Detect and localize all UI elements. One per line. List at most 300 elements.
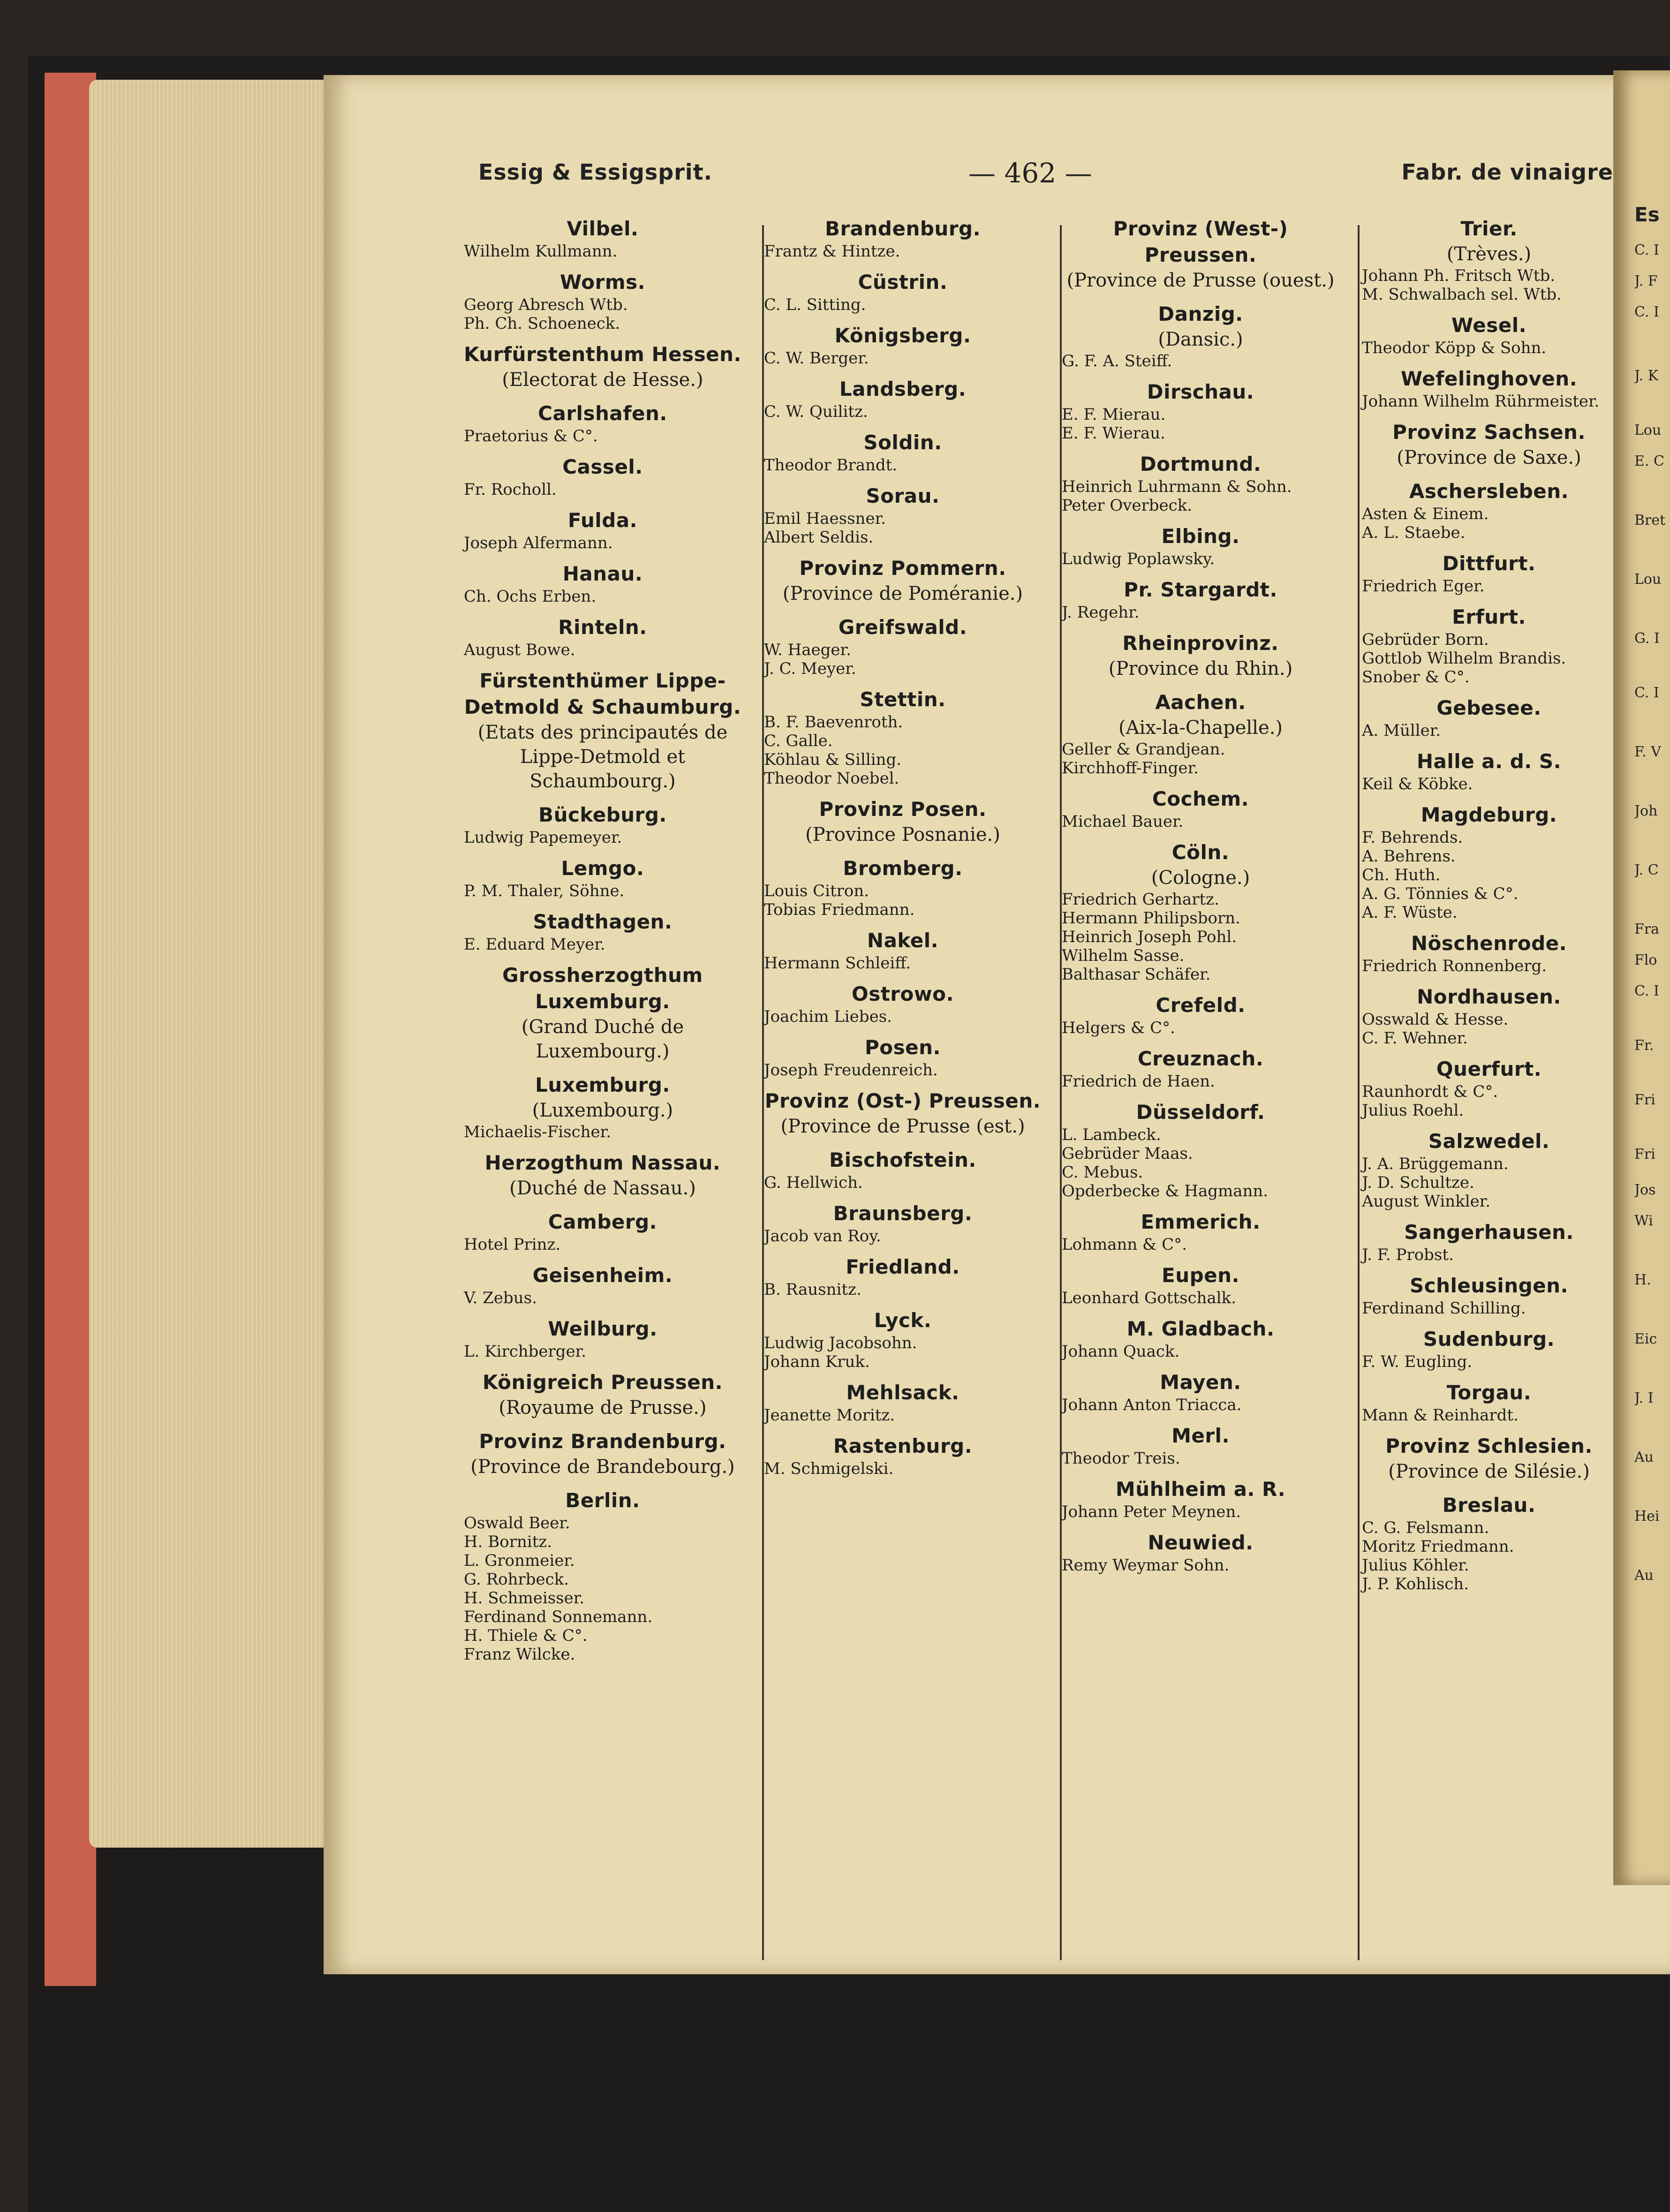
directory-section: [757, 1307, 1048, 1371]
section-heading: Provinz Schlesien.: [1385, 1434, 1593, 1457]
directory-section: [457, 668, 748, 793]
section-heading: Berlin.: [565, 1489, 640, 1512]
business-entry: Johann Wilhelm Rührmeister.: [1362, 392, 1600, 411]
directory-section: [1355, 984, 1623, 1048]
business-entry: Frantz & Hintze.: [764, 242, 900, 261]
section-subheading: (Province de Poméranie.): [782, 583, 1023, 604]
section-heading: Provinz Brandenburg.: [479, 1430, 726, 1453]
directory-section: [1355, 748, 1623, 793]
business-entry: J. F. Probst.: [1362, 1246, 1454, 1264]
directory-section: [1355, 604, 1623, 687]
business-entry: Leonhard Gottschalk.: [1062, 1289, 1236, 1307]
business-entry: Michael Bauer.: [1062, 812, 1184, 831]
section-heading: Neuwied.: [1148, 1531, 1254, 1554]
section-heading: Breslau.: [1442, 1494, 1536, 1517]
business-entry: A. L. Staebe.: [1362, 523, 1466, 542]
section-heading: Landsberg.: [839, 377, 967, 400]
directory-section: [457, 1369, 748, 1420]
directory-section: [757, 1380, 1048, 1425]
business-entry: Keil & Köbke.: [1362, 775, 1473, 793]
directory-section: [1055, 689, 1346, 778]
directory-section: [457, 1209, 748, 1254]
business-entry: A. G. Tönnies & C°.: [1362, 884, 1519, 903]
business-entry: Helgers & C°.: [1062, 1019, 1175, 1037]
business-entry: V. Zebus.: [464, 1289, 537, 1307]
directory-section: [757, 555, 1048, 606]
section-heading: Provinz Pommern.: [799, 557, 1006, 580]
section-heading: Wesel.: [1451, 314, 1527, 337]
section-heading: Schleusingen.: [1409, 1274, 1569, 1297]
business-entry: Franz Wilcke.: [464, 1645, 575, 1664]
section-heading: Crefeld.: [1156, 994, 1246, 1017]
section-heading: Braunsberg.: [833, 1202, 973, 1225]
business-entry: Johann Peter Meynen.: [1062, 1502, 1241, 1521]
section-heading: Bischofstein.: [829, 1148, 976, 1171]
business-entry: Fr. Rocholl.: [464, 480, 557, 499]
section-heading: Emmerich.: [1141, 1210, 1261, 1233]
directory-section: [1055, 1530, 1346, 1575]
section-heading: Provinz Posen.: [819, 798, 987, 821]
directory-section: [1355, 695, 1623, 740]
section-subheading: (Province Posnanie.): [805, 824, 1000, 846]
directory-section: [757, 687, 1048, 788]
next-page-fragment: C. I: [1634, 685, 1659, 701]
next-page-fragment: Wi: [1634, 1213, 1653, 1229]
directory-section: [757, 855, 1048, 919]
directory-section: [757, 323, 1048, 368]
directory-section: [757, 614, 1048, 678]
business-entry: Gebrüder Maas.: [1062, 1144, 1193, 1163]
section-subheading: (Province de Brandebourg.): [470, 1456, 735, 1478]
section-heading: Grossherzogthum Luxemburg.: [502, 964, 703, 1013]
directory-section: [1055, 1046, 1346, 1091]
business-entry: Snober & C°.: [1362, 668, 1470, 687]
section-heading: Soldin.: [863, 431, 942, 454]
business-entry: August Bowe.: [464, 641, 575, 659]
section-heading: Greifswald.: [838, 616, 967, 639]
business-entry: E. F. Wierau.: [1062, 424, 1165, 443]
next-page-fragment: Lou: [1634, 571, 1662, 588]
next-page-fragment: Fr.: [1634, 1037, 1654, 1054]
next-page-fragment: Au: [1634, 1449, 1654, 1465]
section-heading: Aschersleben.: [1409, 480, 1569, 503]
business-entry: A. Müller.: [1362, 721, 1441, 740]
section-heading: Cöln.: [1171, 841, 1230, 864]
business-entry: A. Behrens.: [1362, 847, 1456, 866]
directory-section: [457, 614, 748, 659]
section-subheading: (Province de Prusse (ouest.): [1066, 270, 1335, 291]
business-entry: L. Kirchberger.: [464, 1342, 587, 1361]
section-heading: Merl.: [1171, 1424, 1230, 1447]
directory-section: [757, 376, 1048, 421]
business-entry: Theodor Brandt.: [764, 456, 898, 475]
business-entry: G. Rohrbeck.: [464, 1570, 569, 1589]
business-entry: Moritz Friedmann.: [1362, 1537, 1514, 1556]
directory-section: [757, 1147, 1048, 1192]
directory-section: [457, 1150, 748, 1200]
directory-section: [1055, 1099, 1346, 1200]
section-heading: Nakel.: [867, 929, 939, 952]
business-entry: Remy Weymar Sohn.: [1062, 1556, 1230, 1575]
section-heading: Posen.: [865, 1036, 941, 1059]
next-page-fragment: J. F: [1634, 273, 1658, 289]
directory-section: [1355, 1380, 1623, 1425]
section-heading: Creuznach.: [1137, 1047, 1264, 1070]
section-heading: Mayen.: [1160, 1371, 1241, 1394]
business-entry: Asten & Einem.: [1362, 505, 1489, 523]
business-entry: Julius Köhler.: [1362, 1556, 1469, 1575]
business-entry: M. Schwalbach sel. Wtb.: [1362, 285, 1562, 304]
business-entry: Friedrich Ronnenberg.: [1362, 957, 1547, 975]
business-entry: Louis Citron.: [764, 882, 869, 900]
business-entry: F. W. Eugling.: [1362, 1352, 1473, 1371]
column-2: [757, 216, 1048, 1965]
business-entry: Theodor Noebel.: [764, 769, 899, 788]
business-entry: Ferdinand Schilling.: [1362, 1299, 1526, 1318]
directory-section: [457, 855, 748, 900]
directory-section: [1355, 1273, 1623, 1318]
business-entry: Friedrich Eger.: [1362, 577, 1485, 596]
directory-section: [457, 341, 748, 392]
directory-section: [457, 1487, 748, 1664]
business-entry: Julius Roehl.: [1362, 1101, 1464, 1120]
business-entry: Heinrich Joseph Pohl.: [1062, 928, 1237, 946]
business-entry: Raunhordt & C°.: [1362, 1082, 1498, 1101]
directory-section: [1055, 1316, 1346, 1361]
directory-section: [757, 1433, 1048, 1478]
directory-section: [1355, 1492, 1623, 1593]
section-heading: Provinz (Ost-) Preussen.: [764, 1089, 1041, 1112]
header-right: Fabr. de vinaigre: [1401, 159, 1613, 185]
section-subheading: (Grand Duché de Luxembourg.): [521, 1016, 684, 1062]
section-heading: Dirschau.: [1147, 380, 1254, 403]
business-entry: Michaelis-Fischer.: [464, 1123, 612, 1141]
page-number: — 462 —: [968, 157, 1092, 189]
section-heading: Rastenburg.: [833, 1434, 973, 1457]
directory-section: [1355, 366, 1623, 411]
section-heading: Königsberg.: [834, 324, 971, 347]
business-entry: Friedrich Gerhartz.: [1062, 890, 1219, 909]
business-entry: Joseph Alfermann.: [464, 534, 613, 552]
directory-section: [1355, 1128, 1623, 1211]
directory-section: [757, 483, 1048, 547]
directory-section: [1055, 839, 1346, 984]
next-page-fragment: C. I: [1634, 242, 1659, 258]
business-entry: J. Regehr.: [1062, 603, 1140, 622]
business-entry: C. Mebus.: [1062, 1163, 1143, 1182]
directory-section: [457, 1072, 748, 1141]
business-entry: Emil Haessner.: [764, 509, 886, 528]
directory-section: [1355, 419, 1623, 470]
section-heading: Erfurt.: [1452, 605, 1526, 628]
business-entry: Ludwig Papemeyer.: [464, 828, 622, 847]
business-entry: Johann Quack.: [1062, 1342, 1180, 1361]
directory-section: [1055, 1476, 1346, 1521]
directory-section: [757, 269, 1048, 314]
business-entry: Lohmann & C°.: [1062, 1235, 1187, 1254]
section-heading: Pr. Stargardt.: [1124, 578, 1277, 601]
next-page-fragment: Eic: [1634, 1331, 1657, 1347]
section-heading: Weilburg.: [548, 1317, 657, 1340]
business-entry: Ludwig Jacobsohn.: [764, 1334, 917, 1352]
section-subheading: (Royaume de Prusse.): [499, 1397, 707, 1419]
section-subheading: (Province de Saxe.): [1397, 447, 1581, 468]
business-entry: Ph. Ch. Schoeneck.: [464, 314, 620, 333]
next-page-fragment: J. I: [1634, 1390, 1654, 1406]
section-subheading: (Electorat de Hesse.): [502, 369, 703, 391]
directory-section: [457, 400, 748, 445]
section-heading: Hanau.: [562, 562, 643, 585]
section-heading: Provinz (West-) Preussen.: [1113, 217, 1288, 266]
business-entry: F. Behrends.: [1362, 828, 1463, 847]
section-heading: Mehlsack.: [846, 1381, 960, 1404]
section-heading: Lyck.: [874, 1309, 932, 1332]
business-entry: Joachim Liebes.: [764, 1007, 892, 1026]
section-heading: Magdeburg.: [1421, 803, 1557, 826]
next-page-fragment: Au: [1634, 1567, 1654, 1584]
directory-section: [457, 1262, 748, 1307]
directory-section: [457, 1316, 748, 1361]
section-heading: Torgau.: [1446, 1381, 1532, 1404]
section-heading: Bückeburg.: [538, 803, 667, 826]
directory-section: [1055, 577, 1346, 622]
business-entry: J. P. Kohlisch.: [1362, 1575, 1469, 1593]
directory-section: [1055, 216, 1346, 293]
next-page-fragment: G. I: [1634, 630, 1660, 647]
directory-section: [1055, 379, 1346, 443]
directory-section: [457, 1428, 748, 1479]
business-entry: C. W. Quilitz.: [764, 402, 868, 421]
section-subheading: (Province de Silésie.): [1388, 1461, 1590, 1482]
section-heading: Carlshafen.: [538, 402, 667, 425]
section-subheading: (Dansic.): [1158, 329, 1243, 350]
business-entry: Johann Kruk.: [764, 1352, 870, 1371]
business-entry: Köhlau & Silling.: [764, 750, 902, 769]
business-entry: C. Galle.: [764, 732, 833, 750]
section-heading: Danzig.: [1158, 302, 1243, 325]
section-heading: Stadthagen.: [533, 910, 673, 933]
directory-section: [1355, 1056, 1623, 1120]
section-heading: Düsseldorf.: [1136, 1101, 1265, 1124]
directory-section: [1355, 802, 1623, 922]
section-heading: Wefelinghoven.: [1400, 367, 1578, 390]
section-heading: Stettin.: [860, 688, 946, 711]
directory-section: [1355, 216, 1623, 304]
section-heading: Herzogthum Nassau.: [484, 1151, 721, 1174]
section-heading: Nöschenrode.: [1411, 932, 1567, 955]
business-entry: Albert Seldis.: [764, 528, 874, 547]
directory-section: [1055, 523, 1346, 568]
directory-section: [1355, 1433, 1623, 1484]
business-entry: Ch. Ochs Erben.: [464, 587, 597, 606]
next-page-fragment: Flo: [1634, 952, 1657, 968]
business-entry: C. F. Wehner.: [1362, 1029, 1468, 1048]
section-heading: Sorau.: [866, 484, 940, 507]
business-entry: H. Schmeisser.: [464, 1589, 585, 1608]
business-entry: M. Schmigelski.: [764, 1459, 894, 1478]
next-page-fragment: E. C: [1634, 453, 1664, 469]
next-page-fragment: J. K: [1634, 368, 1659, 384]
next-page-fragment: Fri: [1634, 1146, 1655, 1163]
business-entry: Wilhelm Kullmann.: [464, 242, 618, 261]
next-page-fragment: Hei: [1634, 1508, 1660, 1525]
section-heading: Nordhausen.: [1417, 985, 1561, 1008]
business-entry: Hermann Philipsborn.: [1062, 909, 1240, 928]
next-page-fragment: C. I: [1634, 304, 1659, 320]
header-left: Essig & Essigsprit.: [478, 159, 713, 185]
business-entry: J. A. Brüggemann.: [1362, 1155, 1509, 1173]
section-heading: Mühlheim a. R.: [1115, 1478, 1286, 1501]
section-heading: Kurfürstenthum Hessen.: [463, 343, 741, 366]
section-heading: Aachen.: [1155, 691, 1246, 714]
business-entry: B. F. Baevenroth.: [764, 713, 903, 732]
business-entry: Peter Overbeck.: [1062, 496, 1193, 515]
section-subheading: (Etats des principautés de Lippe-Detmold et Schaumbourg.): [477, 722, 728, 792]
section-heading: Halle a. d. S.: [1416, 750, 1562, 773]
section-heading: Provinz Sachsen.: [1392, 421, 1586, 444]
directory-section: [457, 909, 748, 954]
directory-section: [457, 216, 748, 261]
business-entry: Hermann Schleiff.: [764, 954, 911, 973]
section-heading: Königreich Preussen.: [482, 1371, 723, 1394]
directory-section: [457, 454, 748, 499]
section-subheading: (Cologne.): [1151, 867, 1250, 889]
business-entry: C. G. Felsmann.: [1362, 1518, 1489, 1537]
business-entry: C. W. Berger.: [764, 349, 869, 368]
directory-section: [757, 1200, 1048, 1246]
business-entry: Jeanette Moritz.: [764, 1406, 895, 1425]
section-heading: Vilbel.: [567, 217, 639, 240]
directory-section: [457, 507, 748, 552]
business-entry: H. Bornitz.: [464, 1533, 552, 1551]
business-entry: Tobias Friedmann.: [764, 900, 915, 919]
business-entry: Gebrüder Born.: [1362, 630, 1489, 649]
directory-section: [1355, 1219, 1623, 1264]
section-heading: Cassel.: [562, 455, 643, 478]
directory-section: [757, 981, 1048, 1026]
business-entry: A. F. Wüste.: [1362, 903, 1458, 922]
business-entry: Hotel Prinz.: [464, 1235, 561, 1254]
business-entry: Ferdinand Sonnemann.: [464, 1608, 653, 1626]
business-entry: Geller & Grandjean.: [1062, 740, 1225, 759]
business-entry: Ludwig Poplawsky.: [1062, 550, 1215, 568]
column-3: [1055, 216, 1346, 1965]
directory-section: [757, 1254, 1048, 1299]
next-page-fragment: Fri: [1634, 1092, 1655, 1108]
business-entry: H. Thiele & C°.: [464, 1626, 588, 1645]
business-entry: Heinrich Luhrmann & Sohn.: [1062, 477, 1292, 496]
business-entry: Ch. Huth.: [1362, 866, 1441, 884]
business-entry: Theodor Treis.: [1062, 1449, 1180, 1468]
business-entry: Balthasar Schäfer.: [1062, 965, 1211, 984]
directory-section: [1055, 1262, 1346, 1307]
section-subheading: (Aix-la-Chapelle.): [1118, 717, 1283, 739]
section-heading: M. Gladbach.: [1126, 1317, 1275, 1340]
business-entry: Theodor Köpp & Sohn.: [1362, 339, 1547, 357]
business-entry: E. Eduard Meyer.: [464, 935, 605, 954]
next-page-fragment: J. C: [1634, 862, 1659, 878]
business-entry: Johann Ph. Fritsch Wtb.: [1362, 266, 1556, 285]
section-heading: Salzwedel.: [1428, 1130, 1550, 1153]
directory-section: [1055, 1369, 1346, 1414]
directory-section: [1355, 1326, 1623, 1371]
section-heading: Friedland.: [846, 1255, 960, 1278]
directory-section: [457, 561, 748, 606]
business-entry: G. Hellwich.: [764, 1173, 863, 1192]
section-heading: Fürstenthümer Lippe-Detmold & Schaumburg.: [464, 669, 741, 718]
business-entry: Oswald Beer.: [464, 1514, 570, 1533]
next-page-fragment: Es: [1634, 203, 1660, 226]
next-page-fragment: Lou: [1634, 422, 1662, 438]
business-entry: Wilhelm Sasse.: [1062, 946, 1185, 965]
section-heading: Dittfurt.: [1442, 552, 1536, 575]
section-subheading: (Luxembourg.): [532, 1100, 673, 1121]
directory-section: [757, 1034, 1048, 1080]
business-entry: P. M. Thaler, Söhne.: [464, 882, 625, 900]
directory-section: [1055, 451, 1346, 515]
business-entry: L. Lambeck.: [1062, 1125, 1161, 1144]
business-entry: G. F. A. Steiff.: [1062, 352, 1172, 370]
section-heading: Dortmund.: [1140, 453, 1262, 476]
business-entry: Friedrich de Haen.: [1062, 1072, 1215, 1091]
section-heading: Rinteln.: [558, 616, 647, 639]
section-subheading: (Province du Rhin.): [1108, 658, 1293, 679]
directory-section: [457, 802, 748, 847]
directory-section: [1355, 478, 1623, 542]
section-subheading: (Trèves.): [1446, 243, 1532, 265]
section-heading: Trier.: [1460, 217, 1518, 240]
business-entry: Mann & Reinhardt.: [1362, 1406, 1519, 1425]
section-heading: Camberg.: [548, 1210, 657, 1233]
directory-section: [457, 269, 748, 333]
directory-section: [1055, 1423, 1346, 1468]
section-heading: Lemgo.: [561, 857, 644, 880]
directory-section: [757, 928, 1048, 973]
section-heading: Gebesee.: [1436, 696, 1542, 719]
section-heading: Brandenburg.: [824, 217, 981, 240]
business-entry: Gottlob Wilhelm Brandis.: [1362, 649, 1566, 668]
business-entry: Osswald & Hesse.: [1362, 1010, 1509, 1029]
next-page-fragment: C. I: [1634, 983, 1659, 999]
business-entry: J. C. Meyer.: [764, 659, 856, 678]
section-heading: Elbing.: [1161, 525, 1240, 548]
section-heading: Bromberg.: [843, 857, 963, 880]
directory-section: [1055, 630, 1346, 681]
section-heading: Sudenburg.: [1423, 1328, 1555, 1351]
business-entry: J. D. Schultze.: [1362, 1173, 1474, 1192]
running-header: [478, 159, 1613, 197]
business-entry: L. Gronmeier.: [464, 1551, 575, 1570]
section-heading: Eupen.: [1162, 1264, 1239, 1287]
business-entry: Praetorius & C°.: [464, 427, 598, 445]
directory-section: [757, 1088, 1048, 1139]
next-page-fragment: Bret: [1634, 512, 1666, 528]
section-heading: Worms.: [559, 271, 646, 294]
column-4: [1355, 216, 1623, 1965]
business-entry: Joseph Freudenreich.: [764, 1061, 938, 1080]
directory-section: [757, 430, 1048, 475]
business-entry: C. L. Sitting.: [764, 295, 866, 314]
next-page-fragments: [1634, 178, 1670, 1913]
directory-section: [1055, 301, 1346, 370]
directory-section: [1355, 312, 1623, 357]
next-page-fragment: H.: [1634, 1272, 1651, 1288]
next-page-fragment: Jos: [1634, 1182, 1656, 1198]
section-heading: Rheinprovinz.: [1122, 632, 1279, 655]
page-edges: [89, 80, 342, 1848]
section-subheading: (Duché de Nassau.): [509, 1178, 696, 1199]
section-heading: Sangerhausen.: [1404, 1221, 1574, 1244]
